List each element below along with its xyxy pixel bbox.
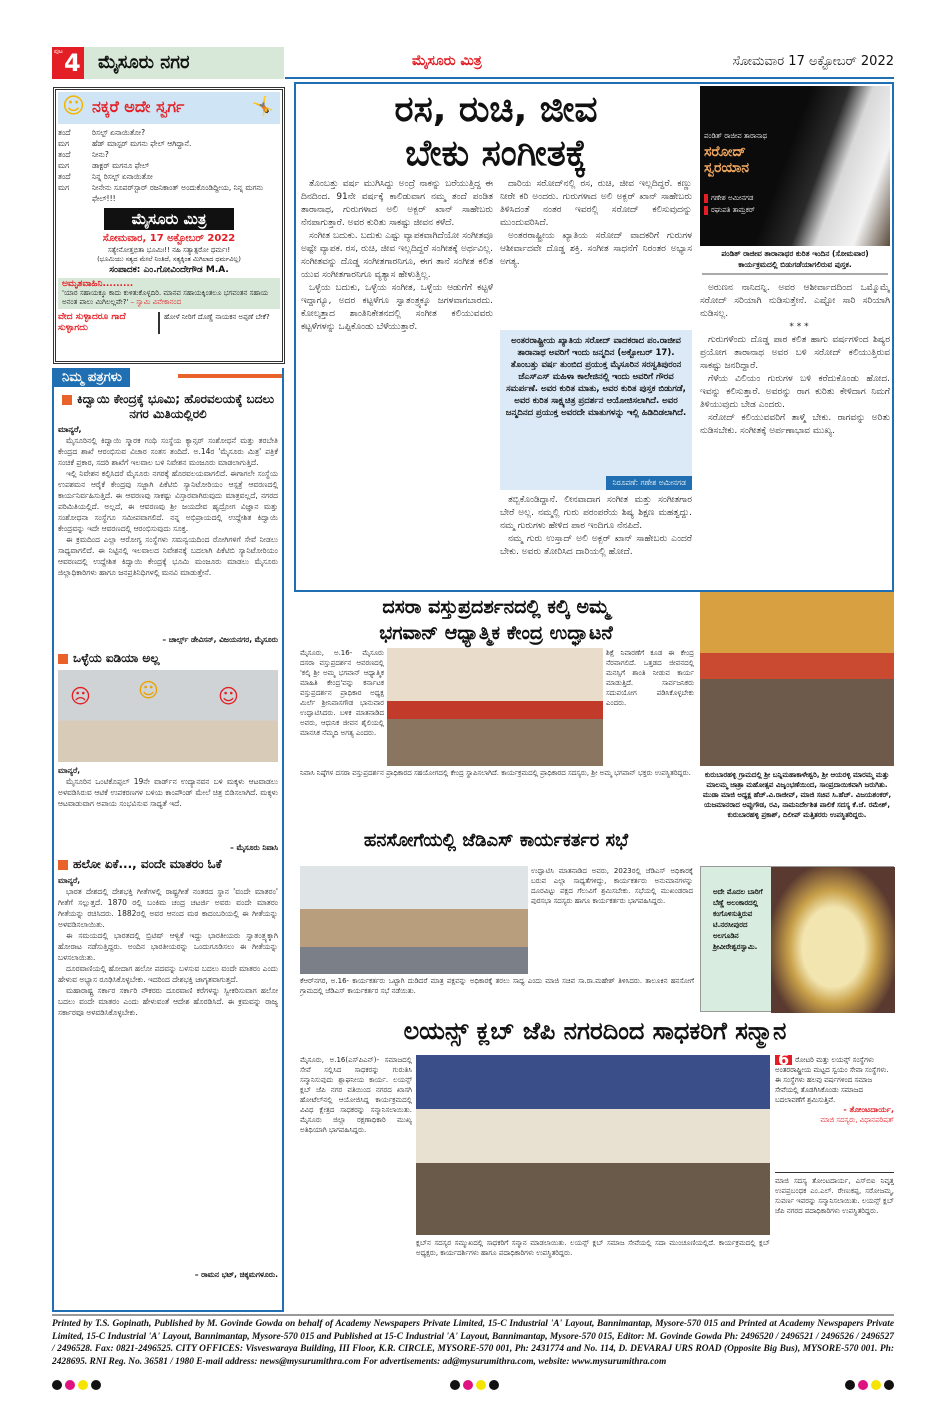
section-title-bar [84,47,284,79]
lions-body-bottom: ಕ್ಲಬ್‌ನ ಸದಸ್ಯರ ಸಮ್ಮುಖದಲ್ಲಿ ಸಾಧಕರಿಗೆ ಸನ್ಮಾನ ಮಾಡಲಾಯಿತು. ಲಯನ್ಸ್ ಕ್ಲಬ್ ಸಮಾಜ ಸೇವೆಯಲ್ಲಿ ಸದಾ ಮುಂಚೂಣಿಯಲ್ಲಿದೆ. ಕಾರ್ಯಕ್ರಮದಲ್ಲಿ ಕ್ಲಬ್ ಅಧ್ಯಕ್ಷರು, ಕಾರ್ಯದರ್ಶಿಗಳು ಹಾಗೂ ಪದಾಧಿಕಾರಿಗಳು ಉಪಸ್ಥಿತರಿದ್ದರು. [416,1239,770,1257]
joke-text: ಹೆಡ್ ಮಾಸ್ಟರ್ ಮಗನು ಫೇಲ್ ಆಗಿದ್ದಾನೆ. [92,139,192,148]
letters-header-rule [178,374,282,378]
letter-signature: – ಮೈಸೂರು ನಿವಾಸಿ [230,843,278,852]
letters-section-title: ನಿಮ್ಮ ಪತ್ರಗಳು [54,368,130,387]
paragraph: ಸಂಗೀತ ಬದುಕು. ಬದುಕು ಎಷ್ಟು ವ್ಯಾಪಕವಾಗಿದೆಯೋ ಸಂಗೀತವೂ ಅಷ್ಟೇ ವ್ಯಾಪಕ. ರಸ, ರುಚಿ, ಜೀವ ಇಲ್ಲದಿದ್ದರೆ ಸಂಗೀತಕ್ಕೆ ಅರ್ಥವಿಲ್ಲ. ಸಂಗೀತವನ್ನು ದೊಡ್ಡ ಸಂಗೀತಗಾರನಿಗೂ, ಈಗ ತಾನೆ ಸಂಗೀತ ಕಲಿತ ಯುವ ಸಂಗೀತಗಾರನಿಗೂ ವ್ಯತ್ಯಾಸ ಹೇಳುತ್ತಿಲ್ಲ. [301,231,493,280]
main-headline [300,88,692,176]
quote-mark-icon: 6 [775,1055,792,1065]
dasara-headline [296,594,696,646]
dasara-body-right: ಶಿಕ್ಷೆ ನಿವಾರಣೆಗೆ ಕೂಡ ಈ ಕೇಂದ್ರ ನೆರವಾಗಲಿದೆ. ಒತ್ತಡದ ಜೀವನದಲ್ಲಿ ಮನಸ್ಸಿಗೆ ಶಾಂತಿ ನೀಡುವ ಕಾರ್ಯ ಮಾಡುತ್ತಿದೆ. ಸಾರ್ವಜನಿಕರು ಸದುಪಯೋಗ ಪಡಿಸಿಕೊಳ್ಳಬೇಕು ಎಂದರು. [606,649,694,707]
registration-marks-right [845,1375,897,1394]
joke-line [58,149,280,160]
lions-body-left: ಮೈಸೂರು, ಅ.16(ಎಸ್‌ಪಿಎನ್)- ಸಮಾಜದಲ್ಲಿ ಸೇವೆ ಸಲ್ಲಿಸಿದ ಸಾಧಕರನ್ನು ಗುರುತಿಸಿ ಸನ್ಮಾನಿಸುವುದು ಶ್ಲಾಘನೀಯ ಕಾರ್ಯ. ಲಯನ್ಸ್ ಕ್ಲಬ್ ಜೆಪಿ ನಗರ ವತಿಯಿಂದ ನಗರದ ಖಾಸಗಿ ಹೋಟೆಲ್‌ನಲ್ಲಿ ಆಯೋಜಿಸಿದ್ದ ಕಾರ್ಯಕ್ರಮದಲ್ಲಿ ವಿವಿಧ ಕ್ಷೇತ್ರದ ಸಾಧಕರನ್ನು ಸನ್ಮಾನಿಸಲಾಯಿತು. ಮೈಸೂರು ಜಿಲ್ಲಾ ರಕ್ಷಣಾಧಿಕಾರಿ ಮುಖ್ಯ ಅತಿಥಿಯಾಗಿ ಭಾಗವಹಿಸಿದ್ದರು. [300,1056,412,1134]
joke-line [58,138,280,149]
amrutavahini-box [58,278,280,309]
proverb-side: ಹೋಳೆ ನೀರಿಗೆ ದೊಣ್ಣೆ ನಾಯಕನ ಅಪ್ಪಣೆ ಬೇಕೆ? [158,312,280,334]
article-column-1 [301,178,493,588]
joke-line [58,127,280,138]
joke-title: ನಕ್ಕರೆ ಅದೇ ಸ್ವರ್ಗ [92,97,185,116]
paragraph: ಅಂತರರಾಷ್ಟ್ರೀಯ ಖ್ಯಾತಿಯ ಸರೋದ್ ವಾದಕರಿಗೆ ಗುರುಗಳ ಆಶೀರ್ವಾದವೇ ದೊಡ್ಡ ಶಕ್ತಿ. ಸಂಗೀತ ಸಾಧನೆಗೆ ನಿರಂತರ ಅಭ್ಯಾಸ ಅಗತ್ಯ. [500,231,692,267]
joke-speaker: ತಂದೆ [58,172,71,181]
paragraph: ತಬ್ಬಿಕೊಂಡಿದ್ದಾನೆ. ಲೀನವಾದಾಗ ಸಂಗೀತ ಮತ್ತು ಸಂಗೀತಗಾರ ಬೇರೆ ಅಲ್ಲ. ನಮ್ಮಲ್ಲಿ ಗುರು ಪರಂಪರೆಯ ಶಿಷ್ಯ ಶಿಕ್ಷಣ ಮಹತ್ವದ್ದು. ನಮ್ಮ ಗುರುಗಳು ಹೇಳಿದ ಪಾಠ ಇಂದಿಗೂ ನೆನಪಿದೆ. [500,495,692,531]
amrutavahini-quote: 'ಯಾರ ಸಹಾಯಕ್ಕೂ ಕಾದು ಕುಳಿತುಕೊಳ್ಳದಿರಿ. ಮಾನವ ಸಹಾಯಕ್ಕಿಂತಲೂ ಭಗವಂತನ ಸಹಾಯ ಅನಂತ ಪಾಲು ಮಿಗಿಲಲ್ಲವೇ?' [62,289,269,306]
amrutavahini-title: ಅಮೃತವಾಹಿನಿ......... [62,279,134,289]
letter-2-title [58,651,278,666]
paragraph: ನಮ್ಮ ಗುರು ಉಸ್ತಾದ್ ಅಲಿ ಅಕ್ಬರ್ ಖಾನ್ ಸಾಹೇಬರು ಎಂದರೆ ಬೇಕು. ಅವರು ತೋರಿಸಿದ ದಾರಿಯಲ್ಲಿ ಹೋದೆ. [500,534,692,557]
main-article [294,82,894,592]
page-header [52,47,894,79]
paragraph: ಈ ಕ್ರಮದಿಂದ ಎಲ್ಲಾ ಆರೋಗ್ಯ ಸಂಸ್ಥೆಗಳು ಸಮನ್ವಯದಿಂದ ರೋಗಿಗಳಿಗೆ ಸೇವೆ ನೀಡಲು ಸಾಧ್ಯವಾಗಲಿದೆ. ಈ ನಿಟ್ಟಿನಲ್ಲಿ ಇಲವಾಲದ ನಿವೇಶನಕ್ಕೆ ಬದಲಾಗಿ ಪಿಕೆಟಿಬಿ ಸ್ಯಾನಿಟೋರಿಯಂ ಆವರಣದಲ್ಲಿ ಉದ್ದೇಶಿತ ಕಿದ್ವಾಯಿ ಕೇಂದ್ರಕ್ಕೆ ಭೂಮಿ ಮಂಜೂರು ಮಾಡಲು ಮೈಸೂರು ಜಿಲ್ಲಾಧಿಕಾರಿಗಳು ಹಾಗೂ ಜನಪ್ರತಿನಿಧಿಗಳಲ್ಲಿ ಮನವಿ ಮಾಡುತ್ತೇನೆ. [58,535,278,577]
paragraph: ಗುರುಗಳೆಂದು ದೊಡ್ಡ ಪಾಠ ಕಲಿತ ಹಾಗು ವರ್ಷಗಳಿಂದ ಶಿಷ್ಯರ ಪ್ರಯೋಗ ತಾರಾನಾಥ ಅವರ ಬಳಿ ಸರೋದ್ ಕಲಿಯುತ್ತಿರುವ ಸಾಕಷ್ಟು ಜನರಿದ್ದಾರೆ. [700,335,890,371]
headline-line: ಬೇಕು ಸಂಗೀತಕ್ಕೆ [405,133,587,174]
letter-title: ಹಲೋ ಏಕೆ..., ವಂದೇ ಮಾತರಂ ಓಕೆ [73,857,222,871]
idol-photo [771,867,895,1013]
letter-salutation: ಮಾನ್ಯರೆ, [58,876,81,885]
bullet-icon [58,860,68,870]
header-date: ಸೋಮವಾರ 17 ಅಕ್ಟೋಬರ್ 2022 [732,54,894,69]
page-number: 4 [64,49,81,77]
joke-text: ಡಾಕ್ಟರ್ ಮಗನೂ ಫೇಲ್ [92,161,150,170]
joke-text: ರಿಸಲ್ಟ್ ಏನಾಯಿತೋ? [92,128,146,137]
letter-title: ಕಿದ್ವಾಯಿ ಕೇಂದ್ರಕ್ಕೆ ಭೂಮಿ; ಹೊರವಲಯಕ್ಕೆ ಬದಲು ನಗರ ಮಿತಿಯಲ್ಲಿರಲಿ [76,392,275,421]
smiley-wall-icon: ☺ [138,678,159,702]
bullet-icon [62,395,72,405]
idol-box [700,866,894,1012]
hanasoge-headline: ಹನಸೋಗೆಯಲ್ಲಿ ಜೆಡಿಎಸ್ ಕಾರ್ಯಕರ್ತರ ಸಭೆ [363,830,629,851]
festival-photo [700,592,894,766]
letter-3-title [58,857,278,872]
paragraph: ಗೆಳೆಯ ವಿಲಿಯಂ ಗುರುಗಳ ಬಳಿ ಕರೆದುಕೊಂಡು ಹೋದ. ಇವನ್ನು ಕಲಿಸುತ್ತಾರೆ. ಅವರನ್ನು ರಾಗ ಕುರಿತು ಕೇಳಿದಾಗ ನಿಮಗೆ ತಿಳಿಯುವುದು ಬೇಡ ಎಂದರು. [700,374,890,410]
photo-credit: ಗಣೇಶ ಅಮೀನಗಡ [704,194,753,203]
editor-line: ಸಂಪಾದಕ: ಎಂ.ಗೋವಿಂದೇಗೌಡ M.A. [109,265,229,275]
idol-caption: ಅದೇ ಮೊದಲ ಬಾರಿಗೆ ಬೆಣ್ಣೆ ಅಲಂಕಾರದಲ್ಲಿ ಕಂಗೊಳಿಸುತ್ತಿರುವ ಟಿ.ನರಸೀಪುರದ ಅಲಗೂಡಿನ ಶ್ರೀವೀರೇಶ್ವರಸ್ವಾಮಿ. [713,888,763,951]
joke-box [53,87,285,364]
motto-translation: (ಭೂಮಿಯು ಸತ್ಯದ ಮೇಲೆ ನಿಂತಿದೆ, ಸತ್ಯಕ್ಕಿಂತ ಮಿಗಿಲಾದ ಧರ್ಮವಿಲ್ಲ) [97,255,241,263]
headline-line: ರಸ, ರುಚಿ, ಜೀವ [394,89,598,130]
joke-text: ನೀನೇನು ಸೂಪರ್‌ಸ್ಟಾರ್ ರಜನಿಕಾಂತ್ ಅಂದುಕೊಂಡಿದ್ದೀಯ, ನಿನ್ನ ಮಗನು ಫೇಲ್!!! [92,183,264,203]
callout-text: ಅಂತರರಾಷ್ಟ್ರೀಯ ಖ್ಯಾತಿಯ ಸರೋದ್ ವಾದಕರಾದ ಪಂ.ರಾಜೀವ ತಾರಾನಾಥ ಅವರಿಗೆ ಇಂದು ಜನ್ಮದಿನ (ಅಕ್ಟೋಬರ್ 17). ತೊಂಬತ್ತು ವರ್ಷ ತುಂಬಿದ ಪ್ರಯುಕ್ತ ಮೈಸೂರಿನ ಸರಸ್ವತಿಪುರಂನ ಜೆಎಸ್‌ಎಸ್ ಮಹಿಳಾ ಕಾಲೇಜಿನಲ್ಲಿ ಇಂದು ಅವರಿಗೆ ಗೌರವ ಸಮರ್ಪಣೆ. ಅವರ ಕುರಿತ ಮಾತು, ಅವರ ಕುರಿತ ಪುಸ್ತಕ ಬಿಡುಗಡೆ, ಅವರ ಕುರಿತ ಸಾಕ್ಷ್ಯಚಿತ್ರ ಪ್ರದರ್ಶನ ಆಯೋಜಿಸಲಾಗಿದೆ. ಅವರ ಜನ್ಮದಿನದ ಪ್ರಯುಕ್ತ ಅವರದೇ ಮಾತುಗಳನ್ನು ಇಲ್ಲಿ ಹಿಡಿದಿಡಲಾಗಿದೆ. [505,336,687,418]
letter-salutation: ಮಾನ್ಯರೆ, [58,425,82,434]
article-column-2-bottom [500,494,692,588]
lions-photo [416,1055,770,1235]
joke-speaker: ಮಗ [58,183,70,192]
letter-salutation: ಮಾನ್ಯರೆ, [58,766,81,775]
paragraph: ಒಳ್ಳೆಯ ಬದುಕು, ಒಳ್ಳೆಯ ಸಂಗೀತ, ಒಳ್ಳೆಯ ಆಡುಗೆಗೆ ಕಟ್ಟಳೆ ಇದ್ದಾಗ್ಯೂ, ಅದರ ಕಟ್ಟಳೆಗೂ ಸ್ವಾತಂತ್ರ್ಯಕ್ಕೂ ಜಗಳವಾಗಬಾರದು. ಕೋಲ್ಕತ್ತಾದ ಶಾಂತಿನಿಕೇತನದಲ್ಲಿ ಸಂಗೀತ ಕಲಿಯುವವರು ಕಟ್ಟಳೆಗಳನ್ನು ಒಪ್ಪಿಕೊಂಡು ಬೆಳೆಯುತ್ತಾರೆ. [301,283,493,332]
headline-line: ಭಗವಾನ್ ಆಧ್ಯಾತ್ಮಿಕ ಕೇಂದ್ರ ಉದ್ಘಾಟನೆ [379,622,613,644]
dasara-body-left: ಮೈಸೂರು, ಅ.16- ಮೈಸೂರು ದಸರಾ ವಸ್ತುಪ್ರದರ್ಶನ ಆವರಣದಲ್ಲಿ 'ಕಲ್ಕಿ ಶ್ರೀ ಅಮ್ಮ ಭಗವಾನ್ ಆಧ್ಯಾತ್ಮಿಕ ಮಾಹಿತಿ ಕೇಂದ್ರ'ವನ್ನು ಕರ್ನಾಟಕ ವಸ್ತುಪ್ರದರ್ಶನ ಪ್ರಾಧಿಕಾರ ಅಧ್ಯಕ್ಷ ಮಿರ್ಲೆ ಶ್ರೀನಿವಾಸಗೌಡ ಭಾನುವಾರ ಉದ್ಘಾಟಿಸಿದರು. ಬಳಿಕ ಮಾತನಾಡಿದ ಅವರು, ಆಧುನಿಕ ಜೀವನ ಶೈಲಿಯಲ್ಲಿ ಮಾನಸಿಕ ನೆಮ್ಮದಿ ಅಗತ್ಯ ಎಂದರು. [300,649,384,737]
letter-signature: – ರಾಮನ ಭಟ್, ಚಿಕ್ಕಮಗಳೂರು. [194,1270,278,1279]
lions-headline: ಲಯನ್ಸ್ ಕ್ಲಬ್ ಜೆಪಿ ನಗರದಿಂದ ಸಾಧಕರಿಗೆ ಸನ್ಮಾನ [403,1017,787,1045]
paragraph: ದಾರಿಯ ಸರೋದ್‌ನಲ್ಲಿ ರಸ, ರುಚಿ, ಜೀವ ಇಲ್ಲದಿದ್ದರೆ. ಕಣ್ಣು ನೀರೇ ಕರಿ ಅಂದರು. ಗುರುಗಳಾದ ಅಲಿ ಅಕ್ಬರ್ ಖಾನ್ ಸಾಹೇಬರು ತಿಳಿಸಿದಂತೆ ನಂತರ ಇವರಲ್ಲಿ ಸರೋದ್ ಕಲಿಸುವುದನ್ನು ಮುಂದುವರಿಸಿದೆ. [500,179,692,228]
proverb-row [58,312,280,334]
article-column-2-top [500,178,692,326]
hanasoge-photo [300,866,528,974]
logo-box: ಮೈಸೂರು ಮಿತ್ರ [104,208,234,230]
joke-speaker: ತಂದೆ [58,128,71,137]
dasara-photo [387,648,603,766]
paragraph: ಮೈಸೂರಿನ ಒಂಟಿಕೊಪ್ಪಲ್ 19ನೇ ವಾರ್ಡ್‌ನ ಉದ್ಯಾನವನ ಬಳಿ ಮಕ್ಕಳು ಆಟವಾಡಲು ಅಳವಡಿಸಿರುವ ಆಟಿಕೆ ಉಪಕರಣಗಳ ಬಳಿಯ ಕಾಂಪೌಂಡ್ ಮೇಲೆ ಚಿತ್ರ ಬಿಡಿಸಲಾಗಿದೆ. ಮಕ್ಕಳು ಆಟವಾಡುವಾಗ ಅಪಾಯ ಸಂಭವಿಸುವ ಸಾಧ್ಯತೆ ಇದೆ. [58,777,278,808]
letter-title: ಒಳ್ಳೆಯ ಐಡಿಯಾ ಅಲ್ಲ [73,651,160,665]
letter-1-body [58,435,278,635]
masthead: ಮೈಸೂರು ಮಿತ್ರ [412,53,482,69]
joke-text: ನೀನು? [92,150,109,159]
letter-1-title [58,392,278,422]
joke-dialogue [58,127,280,204]
smiley-wall-icon: ☹ [70,684,91,708]
separator-stars: * * * [789,322,809,332]
joke-line [58,171,280,182]
photo-title: ಸರೋದ್ ಸ್ವರಯಾನ [704,144,750,176]
laughing-face-icon: ☺ [62,94,85,119]
motto: ಸತ್ಯೇನೋತ್ತಭಿತಾ ಭೂಮಿಃ!! ನಹಿ ಸತ್ಯಾತ್ಪರೋ ಧರ್ಮಃ! [107,246,231,254]
footer-rule [52,1314,894,1316]
joke-line [58,160,280,171]
joke-title-bar [58,92,280,124]
paragraph: ಈ ಸಮಯದಲ್ಲಿ ಭಾರತದಲ್ಲಿ ಬ್ರಿಟಿಷ್ ಆಳ್ವಿಕೆ ಇದ್ದು ಭಾರತೀಯರು ಸ್ವಾತಂತ್ರ್ಯಕ್ಕಾಗಿ ಹೋರಾಟ ನಡೆಸುತ್ತಿದ್ದರು. ಅಂದಿನ ಭಾರತೀಯರನ್ನು ಒಂದುಗೂಡಿಸಲು ಈ ಗೀತೆಯನ್ನು ಬಳಸಲಾಯಿತು. [58,931,278,962]
letters-header [58,368,278,390]
joke-line [58,182,280,204]
paragraph: ಭಾರತ ದೇಶದಲ್ಲಿ ದೇಶಭಕ್ತಿ ಗೀತೆಗಳಲ್ಲಿ ರಾಷ್ಟ್ರಗೀತೆ ನಂತರದ ಸ್ಥಾನ 'ವಂದೇ ಮಾತರಂ' ಗೀತೆಗೆ ಸಲ್ಲುತ್ತದೆ. 1870 ರಲ್ಲಿ ಬಂಕಿಮ ಚಂದ್ರ ಚಟರ್ಜಿ ಅವರು ವಂದೇ ಮಾತರಂ ಗೀತೆಯನ್ನು ರಚಿಸಿದರು. 1882ರಲ್ಲಿ ಅವರ ಆನಂದ ಮಠ ಕಾದಂಬರಿಯಲ್ಲಿ ಈ ಗೀತೆಯನ್ನು ಅಳವಡಿಸಲಾಯಿತು. [58,887,278,929]
paragraph: ಮೈಸೂರಿನಲ್ಲಿ ಕಿದ್ವಾಯಿ ಸ್ಮಾರಕ ಗಂಥಿ ಸಂಸ್ಥೆಯ ಕ್ಯಾನ್ಸರ್ ಸಂಶೋಧನೆ ಮತ್ತು ತರಬೇತಿ ಕೇಂದ್ರದ ಶಾಖೆ ಆರಂಭಿಸುವ ವಿಚಾರ ಸಂತಸ ತಂದಿದೆ. ಅ.14ರ 'ಮೈಸೂರು ಮಿತ್ರ' ಪತ್ರಿಕೆ ಸಂಚಿಕೆ ಪ್ರಕಾರ, ಸದರಿ ಶಾಖೆಗೆ ಇಲವಾಲ ಬಳಿ ನಿವೇಶನ ಮಂಜೂರು ಮಾಡಲಾಗುತ್ತಿದೆ. [58,436,278,467]
letter-signature: – ಚಾರ್ಲ್ಸ್ ಡೇವಿಸನ್, ವಿಜಯನಗರ, ಮೈಸೂರು [162,635,278,644]
section-title: ಮೈಸೂರು ನಗರ [98,52,190,73]
hanasoge-body: ಉದ್ಘಾಟಿಸಿ ಮಾತನಾಡಿದ ಅವರು, 2023ರಲ್ಲಿ ಜೆಡಿಎಸ್ ಅಧಿಕಾರಕ್ಕೆ ಬರುವ ಎಲ್ಲಾ ಸಾಧ್ಯತೆಗಳಿದ್ದು, ಕಾರ್ಯಕರ್ತರು ಅನುಮಾನಗಳನ್ನು ದೂರವಿಟ್ಟು ಪಕ್ಷದ ಗೆಲುವಿಗೆ ಶ್ರಮಿಸಬೇಕು. ಸಭೆಯಲ್ಲಿ ಮುಖಂಡರಾದ ಪುರಸಭಾ ಸದಸ್ಯರು ಹಾಗೂ ಕಾರ್ಯಕರ್ತರು ಭಾಗವಹಿಸಿದ್ದರು. [531,867,693,905]
quote-author: - ತೋಂಟದಾರ್ಯ, [843,1105,894,1114]
registration-marks-left [52,1375,104,1394]
photo-credit: ರಘುಪತಿ ತಾಮ್ರಕರ್ [704,206,755,215]
proverb: ವೇದ ಸುಳ್ಳಾದರೂ ಗಾದೆ ಸುಳ್ಳಾಗದು [58,312,126,333]
article-column-3 [700,282,890,588]
joke-speaker: ಮಗ [58,161,70,170]
header-rule [285,77,894,79]
headline-line: ದಸರಾ ವಸ್ತುಪ್ರದರ್ಶನದಲ್ಲಿ ಕಲ್ಕಿ ಅಮ್ಮ [382,596,610,618]
quote-role: ಮಾಜಿ ಸದಸ್ಯರು, ವಿಧಾನಪರಿಷತ್ [820,1116,894,1124]
smiley-wall-icon: ☺ [218,684,239,708]
lions-quote: ರೋಟರಿ ಮತ್ತು ಲಯನ್ಸ್ ಸಂಸ್ಥೆಗಳು ಅಂತರರಾಷ್ಟ್ರೀಯ ಮಟ್ಟದ ಸ್ವಯಂ ಸೇವಾ ಸಂಸ್ಥೆಗಳು. ಈ ಸಂಸ್ಥೆಗಳು ಹಲವು ವರ್ಷಗಳಿಂದ ಸಮಾಜ ಸೇವೆಯಲ್ಲಿ ತೊಡಗಿಸಿಕೊಂಡು ಸಮಾಜದ ಬದಲಾವಣೆಗೆ ಶ್ರಮಿಸುತ್ತಿವೆ. [775,1056,889,1104]
photo-caption: ಪಂಡಿತ್ ರಾಜೀವ ತಾರಾನಾಥರ ಕುರಿತ ಇಂದಿನ (ಸೋಮವಾರ) ಕಾರ್ಯಕ್ರಮದಲ್ಲಿ ಬಿಡುಗಡೆಯಾಗಲಿರುವ ಪುಸ್ತಕ. [702,248,888,275]
callout-box [500,330,692,490]
byline: ನಿರೂಪಣೆ: ಗಣೇಶ ಅಮೀನಗಡ [606,476,692,490]
joke-speaker: ತಂದೆ [58,150,71,159]
lions-body-right: ಮಾಜಿ ಸದಸ್ಯ ತೋಂಟದಾರ್ಯ, ಎಸ್‌ಬಿಐ ನಿವೃತ್ತ ಉಪಪ್ರಬಂಧಕ ಎಂ.ಎಲ್. ರೇಣುಕಪ್ಪ, ಸರೋಜಮ್ಮ, ಸುವರ್ಣ ಇವರನ್ನು ಸನ್ಮಾನಿಸಲಾಯಿತು. ಲಯನ್ಸ್ ಕ್ಲಬ್ ಜೆಪಿ ನಗರದ ಪದಾಧಿಕಾರಿಗಳು ಉಪಸ್ಥಿತರಿದ್ದರು. [775,1177,894,1215]
festival-caption: ಕುರುಬಾರಹಳ್ಳಿ ಗ್ರಾಮದಲ್ಲಿ ಶ್ರೀ ಬನ್ನಿಮಹಾಕಾಳೇಶ್ವರಿ, ಶ್ರೀ ಆಯರಳ್ಳಿ ಮಾರಮ್ಮ ಮತ್ತು ಮಾಲಮ್ಮ ಜಾತ್ರಾ ಮಹೋತ್ಸವ ವಿಜೃಂಭಣೆಯಿಂದ, ಸಾಂಪ್ರದಾಯಿಕವಾಗಿ ಜರುಗಿತು. ಮುಡಾ ಮಾಜಿ ಅಧ್ಯಕ್ಷ ಹೆಚ್.ವಿ.ರಾಜೀವ್, ಮಾಜಿ ಸಚಿವ ಸಿ.ಹೆಚ್. ವಿಜಯಶಂಕರ್, ಯಜಮಾನರಾದ ಅಪ್ಪುಗೌಡ, ರವಿ, ನಾಮನಿರ್ದೇಶಿತ ಪಾಲಿಕೆ ಸದಸ್ಯ ಕೆ.ಜೆ. ರಮೇಶ್, ಕುರುಬಾರಹಳ್ಳಿ ಪ್ರಕಾಶ್, ದಿಲೀಪ್ ಮತ್ತಿತರರು ಉಪಸ್ಥಿತರಿದ್ದರು. [702,771,892,819]
amrutavahini-author: – ಸ್ವಾಮಿ ವಿವೇಕಾನಂದ [130,298,182,306]
cartoon-figure-icon: 🤸 [251,96,274,117]
photo-subtitle: ಪಂಡಿತ್ ರಾಜೀವ ತಾರಾನಾಥ [704,132,768,140]
lions-quote-box [775,1050,894,1173]
footer-imprint: Printed by T.S. Gopinath, Published by M. Govinde Gowda on behalf of Academy Newspapers Private Limited, 15-C Industrial 'A' Layout, Bannimantap, Mysore-570 015 and Printed at Academy Newspapers Private Limited, 15-C Industrial 'A' Layout, Bannimantap, Mysore-570 015 and Published at 15-C Industrial 'A' Layout, Bannimantap, Mysore-570 015, Editor: M. Govinde Gowda Ph: 2496520 / 2496521 / 2496526 / 2496527 / 2496528. Fax: 0821-2496525. CITY OFFICES: Visveswaraya Building, III Floor, K.R. CIRCLE, MYSORE-570 001, Ph: 2431774 and No. 114, D. DEVARAJ URS ROAD (Opposite Big Bus), MYSORE-570 001. Ph: 2428695. RNI Reg. No. 36581 / 1980 E-mail address: news@mysurumithra.com For advertisements: ad@mysurumithra.com, website: www.mysurumithra.com [52,1319,894,1367]
paragraph: ತೊಂಬತ್ತು ವರ್ಷ ಮುಗಿಸಿದ್ದು ಅಂದ್ರೆ ನಾಕನ್ನು ಬರೆಯುತ್ತಿದ್ದ ಈ ದಿನದಿಂದ. 91ನೇ ವರ್ಷಕ್ಕೆ ಕಾಲಿಡುವಾಗ ನಮ್ಮ ತಂದೆ ಪಂಡಿತ ತಾರಾನಾಥ, ಗುರುಗಳಾದ ಅಲಿ ಅಕ್ಬರ್ ಖಾನ್ ಸಾಹೇಬರು ನೆನಪಾಗುತ್ತಾರೆ. ಅವರ ಕುರಿತು ಸಾಕಷ್ಟು ಜೀವನ ಕಳೆದೆ. [301,179,493,228]
hanasoge-caption: ಕೆಆರ್‌ನಗರ, ಅ.16- ಕಾರ್ಯಕರ್ತರು ಒಟ್ಟಾಗಿ ದುಡಿದರೆ ಮಾತ್ರ ಪಕ್ಷವನ್ನು ಅಧಿಕಾರಕ್ಕೆ ತರಲು ಸಾಧ್ಯ ಎಂದು ಮಾಜಿ ಸಚಿವ ಸಾ.ರಾ.ಮಹೇಶ್ ತಿಳಿಸಿದರು. ತಾಲೂಕಿನ ಹನಸೋಗೆ ಗ್ರಾಮದಲ್ಲಿ ಜೆಡಿಎಸ್ ಕಾರ್ಯಕರ್ತರ ಸಭೆ ನಡೆಯಿತು. [300,977,694,995]
registration-marks-center [450,1375,502,1394]
book-cover-photo [700,86,890,246]
edition-date: ಸೋಮವಾರ, 17 ಅಕ್ಟೋಬರ್ 2022 [102,233,236,244]
page-number-badge [52,47,84,79]
page-label: ಪುಟ [54,48,63,55]
paragraph: ಸರೋದ್ ಕಲಿಯುವವರಿಗೆ ತಾಳ್ಮೆ ಬೇಕು. ರಾಗವನ್ನು ಅರಿತು ನುಡಿಸಬೇಕು. ಸಂಗೀತಕ್ಕೆ ಅರ್ಪಣಾಭಾವ ಮುಖ್ಯ. [700,413,890,436]
letter-2-body [58,765,278,843]
dasara-body-bottom: ನಿವಾಸಿ ನಿಷ್ಠೆಗಳ ದಸರಾ ವಸ್ತುಪ್ರದರ್ಶನ ಪ್ರಾಧಿಕಾರದ ಸಹಯೋಗದಲ್ಲಿ ಕೇಂದ್ರ ಸ್ಥಾಪಿಸಲಾಗಿದೆ. ಕಾರ್ಯಕ್ರಮದಲ್ಲಿ ಪ್ರಾಧಿಕಾರದ ಸದಸ್ಯರು, ಶ್ರೀ ಅಮ್ಮ ಭಗವಾನ್ ಭಕ್ತರು ಉಪಸ್ಥಿತರಿದ್ದರು. [300,769,691,777]
joke-text: ನಿನ್ನ ರಿಸಲ್ಟ್ ಏನಾಯಿತೋ [92,172,153,181]
letter-2-photo [58,670,278,762]
letters-section [52,368,284,1312]
paragraph: ಮಹಾರಾಷ್ಟ್ರ ಸರ್ಕಾರ ಸರ್ಕಾರಿ ನೌಕರರು ದೂರವಾಣಿ ಕರೆಗಳನ್ನು ಸ್ವೀಕರಿಸುವಾಗ ಹಲೋ ಬದಲು ವಂದೇ ಮಾತರಂ ಎಂದು ಹೇಳುವಂತೆ ಆದೇಶ ಹೊರಡಿಸಿದೆ. ಈ ಕ್ರಮವನ್ನು ರಾಜ್ಯ ಸರ್ಕಾರವೂ ಅಳವಡಿಸಿಕೊಳ್ಳಬೇಕು. [58,986,278,1017]
paragraph: ಅರುಣನ ನಾನಿದನ್ನಿ. ಅವರ ಆಶೀರ್ವಾದದಿಂದ ಒಮ್ಮೊಮ್ಮೆ ಸರೋದ್ ಸರಿಯಾಗಿ ನುಡಿಸುತ್ತೇನೆ. ಎಷ್ಟೋ ಸಾರಿ ಸರಿಯಾಗಿ ನುಡಿಸಲ್ಲ. [700,283,890,319]
letter-3-body [58,875,278,1270]
paragraph: ದೂರವಾಣಿಯಲ್ಲಿ ಹೋದಾಗ ಹಲೋ ಪದವನ್ನು ಬಳಸುವ ಬದಲು ವಂದೇ ಮಾತರಂ ಎಂದು ಹೇಳುವ ಅಭ್ಯಾಸ ರೂಢಿಸಿಕೊಳ್ಳಬೇಕು. ಇದರಿಂದ ದೇಶಭಕ್ತಿ ಜಾಗೃತವಾಗುತ್ತದೆ. [58,964,278,984]
paragraph: ಇಲ್ಲಿ ನಿವೇಶನ ಕಲ್ಪಿಸಿದರೆ ಮೈಸೂರು ನಗರಕ್ಕೆ ಹೊರವಲಯವಾಗಲಿದೆ. ಈಗಾಗಲೇ ಸಂಸ್ಥೆಯ ಉಪಶಮನ ಆರೈಕೆ ಕೇಂದ್ರವು ಸಜ್ಜಾಗಿ ಪಿಕೆಟಿಬಿ ಸ್ಯಾನಿಟೋರಿಯಂ ಆಸ್ಪತ್ರೆ ಆವರಣದಲ್ಲಿ ಕಾರ್ಯನಿರ್ವಹಿಸುತ್ತಿದೆ. ಈ ಆವರಣವು ಸಾಕಷ್ಟು ವಿಸ್ತಾರವಾಗಿರುವುದು ಮಾತ್ರವಲ್ಲದೆ, ನಗರದ ಪರಿಮಿತಿಯಲ್ಲಿದೆ. ಅಲ್ಲದೆ, ಈ ಆವರಣವು ಶ್ರೀ ಜಯದೇವ ಹೃದ್ರೋಗ ವಿಜ್ಞಾನ ಮತ್ತು ಸಂಶೋಧನಾ ಸಂಸ್ಥೆಗೂ ಸಮೀಪವಾಗಲಿದೆ. ನನ್ನ ಅಭಿಪ್ರಾಯದಲ್ಲಿ ಉದ್ದೇಶಿತ ಕಿದ್ವಾಯಿ ಕೇಂದ್ರವನ್ನು ಇದೇ ಆವರಣದಲ್ಲಿ ಆರಂಭಿಸುವುದು ಸೂಕ್ತ. [58,469,278,533]
joke-speaker: ಮಗ [58,139,70,148]
bullet-icon [58,654,68,664]
